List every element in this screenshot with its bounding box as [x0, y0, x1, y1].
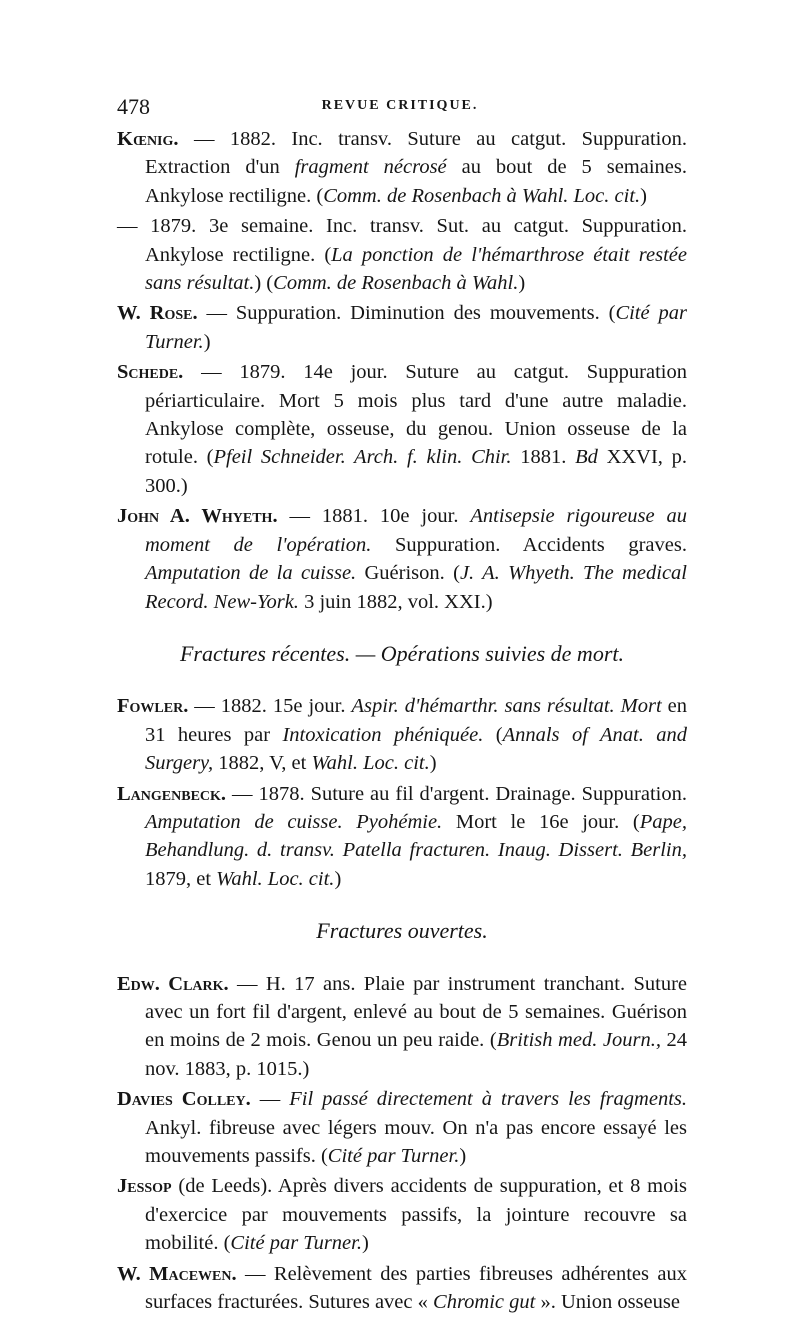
section-title-ouvertes: Fractures ouvertes. [316, 918, 488, 944]
entry-colley: Davies Colley. — Fil passé directement à travers les fragments. Ankyl. fibreuse avec légers mouv. On n'a pas encore essayé les mouvements passifs. (Cité par Turner.) [117, 1088, 687, 1167]
author-name: W. Rose. [117, 302, 198, 325]
entry-schede: Schede. — 1879. 14e jour. Suture au catgut. Suppuration périarticulaire. Mort 5 mois plus tard d'une autre maladie. Ankylose complète, osseuse, du genou. Union osseuse de la rotule. (Pfeil Schneider. Arch. f. klin. Chir. 1881. Bd XXVI, p. 300.) [117, 361, 688, 497]
author-name: Langenbeck. [117, 782, 227, 805]
page-number: 478 [117, 94, 150, 119]
running-title: REVUE CRITIQUE. [321, 98, 479, 113]
entry-clark: Edw. Clark. — H. 17 ans. Plaie par instrument tranchant. Suture avec un fort fil d'argent, enlevé au bout de 5 semaines. Guérison en moins de 2 mois. Genou un peu raide. (British med. Journ., 24 nov. 1883, p. 1015.) [117, 972, 688, 1080]
entry-langenbeck: Langenbeck. — 1878. Suture au fil d'argent. Drainage. Suppuration. Amputation de cuisse. Pyohémie. Mort le 16e jour. (Pape, Behandlung. d. transv. Patella fracturen. Inaug. Dissert. Berlin, 1879, et Wahl. Loc. cit.) [117, 782, 687, 890]
entry-jessop: Jessop (de Leeds). Après divers accidents de suppuration, et 8 mois d'exercice par mouvements passifs, la jointure recouvre sa mobilité. (Cité par Turner.) [117, 1175, 687, 1255]
author-name: Davies Colley. [117, 1088, 251, 1111]
entry-macewen: W. Macewen. — Relèvement des parties fibreuses adhérentes aux surfaces fracturées. Sutures avec « Chromic gut ». Union osseuse [117, 1262, 687, 1314]
page-body [117, 125, 687, 1318]
author-name: Jessop [117, 1175, 172, 1198]
author-name: Fowler. [117, 695, 189, 718]
entry-fowler: Fowler. — 1882. 15e jour. Aspir. d'hémarthr. sans résultat. Mort en 31 heures par Intoxication phéniquée. (Annals of Anat. and Surgery, 1882, V, et Wahl. Loc. cit.) [117, 695, 687, 775]
section-title-recentes: Fractures récentes. — Opérations suivies de mort. [179, 640, 624, 666]
author-name: W. Macewen. [117, 1262, 237, 1285]
entry-whyeth: John A. Whyeth. — 1881. 10e jour. Antisepsie rigoureuse au moment de l'opération. Suppuration. Accidents graves. Amputation de la cuisse. Guérison. (J. A. Whyeth. The medical Record. New-York. 3 juin 1882, vol. XXI.) [117, 505, 687, 613]
author-name: Edw. Clark. [117, 972, 229, 995]
entry-koenig: Kœnig. — 1882. Inc. transv. Suture au catgut. Suppuration. Extraction d'un fragment nécrosé au bout de 5 semaines. Ankylose rectiligne. (Comm. de Rosenbach à Wahl. Loc. cit.) [117, 128, 687, 207]
author-name: Kœnig. [117, 128, 179, 150]
entry-rose: W. Rose. — Suppuration. Diminution des mouvements. (Cité par Turner.) [117, 302, 687, 353]
author-name: John A. Whyeth. [117, 505, 278, 528]
page-header [117, 94, 683, 124]
entry-koenig-continued: — 1879. 3e semaine. Inc. transv. Sut. au catgut. Suppuration. Ankylose rectiligne. (La ponction de l'hémarthrose était restée sans résultat.) (Comm. de Rosenbach à Wahl.) [117, 215, 687, 295]
author-name: Schede. [117, 361, 184, 384]
